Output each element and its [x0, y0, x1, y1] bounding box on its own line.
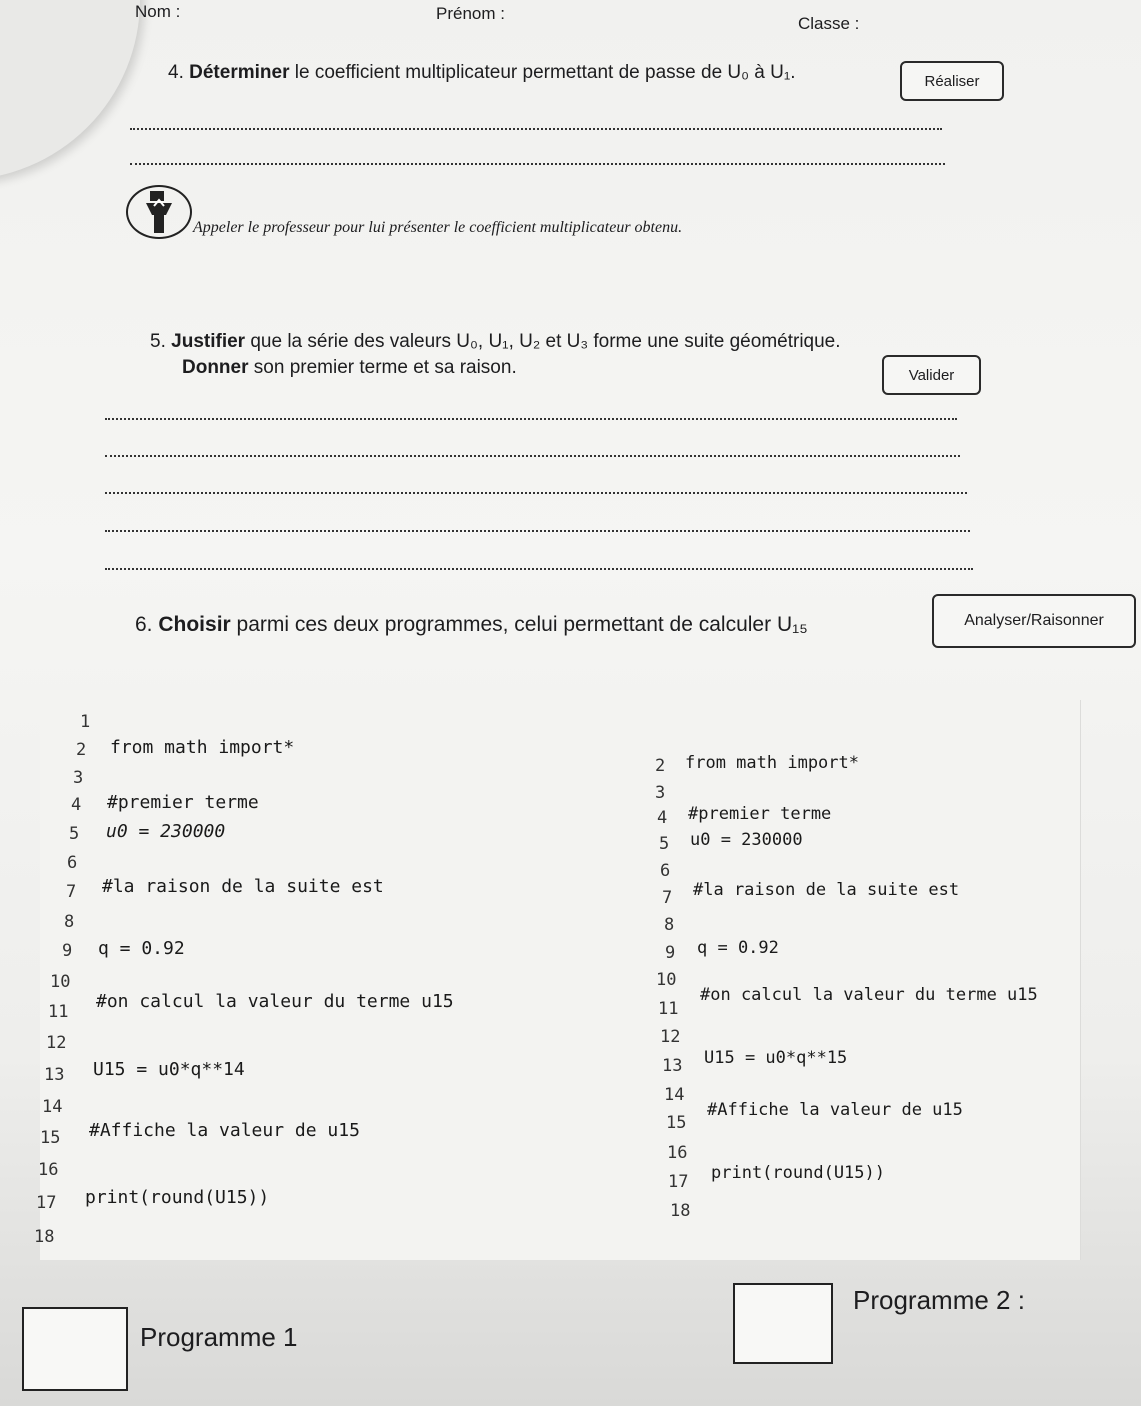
page-curl: [0, 0, 140, 180]
code-line: #la raison de la suite est: [102, 876, 384, 897]
question-verb: Donner: [182, 357, 249, 378]
question-text: que la série des valeurs U₀, U₁, U₂ et U₃ forme une suite géométrique.: [245, 331, 841, 352]
line-number: 10: [50, 972, 71, 992]
line-number: 6: [67, 853, 78, 873]
line-number: 17: [36, 1193, 57, 1213]
line-number: 8: [64, 912, 75, 932]
line-number: 2: [76, 740, 87, 760]
analyser-raisonner-button[interactable]: Analyser/Raisonner: [932, 594, 1136, 648]
question-text: son premier terme et sa raison.: [248, 357, 517, 378]
question-verb: Déterminer: [189, 62, 290, 83]
answer-line: [130, 163, 945, 165]
teacher-note: Appeler le professeur pour lui présenter le coefficient multiplicateur obtenu.: [193, 219, 683, 236]
answer-line: [130, 128, 942, 130]
line-number: 8: [664, 915, 675, 935]
line-number: 12: [46, 1033, 67, 1053]
line-number: 4: [657, 808, 668, 828]
programme-1-checkbox[interactable]: [22, 1307, 128, 1391]
code-line: #premier terme: [107, 792, 259, 813]
code-line: q = 0.92: [697, 938, 779, 958]
programme-2-label: Programme 2 :: [853, 1285, 1025, 1315]
question-number: 4.: [168, 62, 184, 83]
question-4: [168, 62, 898, 84]
question-text: parmi ces deux programmes, celui permettant de calculer U₁₅: [230, 613, 808, 636]
code-line: U15 = u0*q**14: [93, 1059, 245, 1080]
line-number: 15: [666, 1113, 687, 1133]
line-number: 7: [662, 888, 673, 908]
code-line: q = 0.92: [98, 938, 185, 959]
code-line: #Affiche la valeur de u15: [89, 1120, 360, 1141]
line-number: 6: [660, 861, 671, 881]
line-number: 7: [66, 882, 77, 902]
line-number: 11: [658, 999, 679, 1019]
line-number: 4: [71, 795, 82, 815]
valider-button[interactable]: Valider: [882, 355, 981, 395]
line-number: 2: [655, 756, 666, 776]
realiser-button[interactable]: Réaliser: [900, 61, 1004, 101]
prenom-label: Prénom :: [436, 4, 505, 23]
line-number: 13: [662, 1056, 683, 1076]
line-number: 5: [659, 834, 670, 854]
answer-line: [105, 418, 957, 420]
line-number: 9: [62, 941, 73, 961]
line-number: 15: [40, 1128, 61, 1148]
question-5-part-2: [182, 357, 517, 379]
code-line: from math import*: [110, 737, 295, 758]
code-line: print(round(U15)): [85, 1187, 270, 1208]
line-number: 14: [664, 1085, 685, 1105]
answer-line: [105, 492, 967, 494]
code-line: #on calcul la valeur du terme u15: [96, 991, 454, 1012]
answer-line: [105, 568, 973, 570]
code-line: #premier terme: [688, 804, 832, 824]
line-number: 10: [656, 970, 677, 990]
question-number: 5.: [150, 331, 166, 352]
line-number: 16: [38, 1160, 59, 1180]
line-number: 9: [665, 943, 676, 963]
code-line: #on calcul la valeur du terme u15: [700, 985, 1038, 1005]
line-number: 11: [48, 1002, 69, 1022]
question-verb: Choisir: [158, 613, 231, 636]
question-number: 6.: [135, 613, 153, 636]
code-line: u0 = 230000: [690, 830, 803, 850]
question-6: [135, 613, 925, 637]
line-number: 5: [69, 824, 80, 844]
line-number: 18: [34, 1227, 55, 1247]
classe-label: Classe :: [798, 14, 860, 33]
line-number: 18: [670, 1201, 691, 1221]
code-area: [40, 700, 1081, 1260]
line-number: 14: [42, 1097, 63, 1117]
code-line: #la raison de la suite est: [693, 880, 960, 900]
code-line: u0 = 230000: [106, 821, 226, 842]
code-line: #Affiche la valeur de u15: [707, 1100, 963, 1120]
line-number: 3: [73, 768, 84, 788]
nom-label: Nom :: [135, 2, 181, 21]
code-line: U15 = u0*q**15: [704, 1048, 848, 1068]
line-number: 3: [655, 783, 666, 803]
teacher-icon: [126, 185, 192, 239]
answer-line: [105, 530, 970, 532]
programme-2-checkbox[interactable]: [733, 1283, 833, 1364]
person-icon: [128, 187, 190, 237]
question-5: [150, 331, 980, 353]
answer-line: [105, 455, 960, 457]
question-text: le coefficient multiplicateur permettant de passe de U₀ à U₁.: [289, 62, 796, 83]
question-verb: Justifier: [171, 331, 246, 352]
line-number: 17: [668, 1172, 689, 1192]
code-line: from math import*: [685, 753, 859, 773]
code-line: print(round(U15)): [711, 1163, 885, 1183]
line-number: 16: [667, 1143, 688, 1163]
programme-1-label: Programme 1: [140, 1322, 298, 1352]
line-number: 1: [80, 712, 91, 732]
line-number: 12: [660, 1027, 681, 1047]
line-number: 13: [44, 1065, 65, 1085]
